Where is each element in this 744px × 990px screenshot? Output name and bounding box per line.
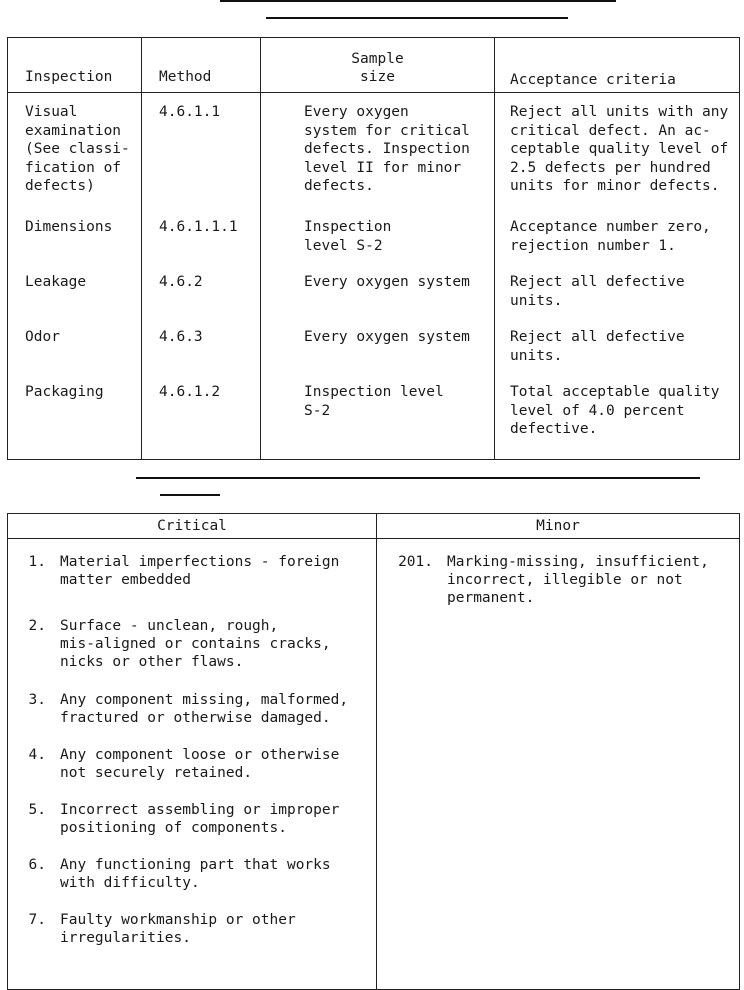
cell-acceptance: Reject all defective units. — [510, 274, 685, 309]
cell-acceptance: Total acceptable quality level of 4.0 percent defective. — [510, 384, 720, 437]
cell-inspection: Packaging — [25, 384, 104, 400]
cell-acceptance: Reject all units with any critical defect. An ac- ceptable quality level of 2.5 defects per hundred units for minor defects. — [510, 104, 729, 194]
column-inspection — [8, 93, 142, 460]
cell-inspection: Visual examination (See classi- fication of defects) — [25, 104, 130, 194]
cell-inspection: Dimensions — [25, 219, 113, 235]
cell-method: 4.6.2 — [159, 274, 203, 290]
header-sample-size-label: Sample size — [351, 51, 404, 85]
critical-defect-item — [8, 856, 376, 911]
defect-number: 2. — [28, 618, 46, 634]
cell-method: 4.6.1.1.1 — [159, 219, 238, 235]
classification-of-defects-table — [7, 513, 740, 990]
cell-inspection: Odor — [25, 329, 60, 345]
critical-defect-item — [8, 746, 376, 801]
redacted-title-line-2 — [266, 17, 568, 19]
defect-number: 4. — [28, 747, 46, 763]
defect-number: 1. — [28, 554, 46, 570]
header-method: Method — [142, 38, 261, 93]
inspection-table-body — [8, 93, 740, 460]
cell-acceptance: Reject all defective units. — [510, 329, 685, 364]
cell-method: 4.6.1.1 — [159, 104, 221, 120]
defects-table-header — [8, 514, 740, 539]
defect-number: 7. — [28, 912, 46, 928]
header-critical: Critical — [8, 514, 377, 539]
cell-sample-size: Inspection level S-2 — [304, 384, 444, 419]
column-method — [142, 93, 261, 460]
column-acceptance-criteria — [495, 93, 740, 460]
header-acceptance-criteria: Acceptance criteria — [495, 38, 740, 93]
critical-defect-item — [8, 691, 376, 746]
defect-text: Incorrect assembling or improper positioning of components. — [60, 802, 340, 836]
defect-number: 3. — [28, 692, 46, 708]
defect-text: Any component loose or otherwise not securely retained. — [60, 747, 340, 781]
inspection-table-header — [8, 38, 740, 93]
cell-sample-size: Every oxygen system — [304, 329, 470, 345]
header-sample-size — [261, 38, 495, 93]
cell-sample-size: Inspection level S-2 — [304, 219, 392, 254]
cell-acceptance: Acceptance number zero, rejection number 1. — [510, 219, 711, 254]
critical-defect-item — [8, 911, 376, 947]
cell-sample-size: Every oxygen system for critical defects. Inspection level II for minor defects. — [304, 104, 470, 194]
defect-text: Faulty workmanship or other irregularities. — [60, 912, 296, 946]
header-inspection: Inspection — [8, 38, 142, 93]
defect-text: Any functioning part that works with difficulty. — [60, 857, 331, 891]
redacted-title-line-3 — [136, 477, 700, 479]
defect-number: 5. — [28, 802, 46, 818]
column-sample-size — [261, 93, 495, 460]
cell-method: 4.6.3 — [159, 329, 203, 345]
critical-defect-item — [8, 553, 376, 617]
defect-text: Marking-missing, insufficient, incorrect, illegible or not permanent. — [447, 554, 709, 606]
cell-inspection: Leakage — [25, 274, 87, 290]
defect-number: 201. — [398, 554, 433, 570]
cell-sample-size: Every oxygen system — [304, 274, 470, 290]
defect-text: Material imperfections - foreign matter embedded — [60, 554, 340, 588]
redacted-title-line-4 — [160, 494, 220, 496]
header-minor: Minor — [377, 514, 740, 539]
defect-text: Surface - unclean, rough, mis-aligned or contains cracks, nicks or other flaws. — [60, 618, 331, 670]
defect-number: 6. — [28, 857, 46, 873]
inspection-table — [7, 37, 740, 460]
redacted-title-line-1 — [220, 0, 616, 2]
critical-defect-item — [8, 801, 376, 856]
critical-defect-item — [8, 617, 376, 691]
minor-defect-item — [377, 553, 739, 607]
defect-text: Any component missing, malformed, fractured or otherwise damaged. — [60, 692, 349, 726]
critical-defects-column — [8, 539, 377, 990]
cell-method: 4.6.1.2 — [159, 384, 221, 400]
minor-defects-column — [377, 539, 740, 990]
defects-table-body — [8, 539, 740, 990]
